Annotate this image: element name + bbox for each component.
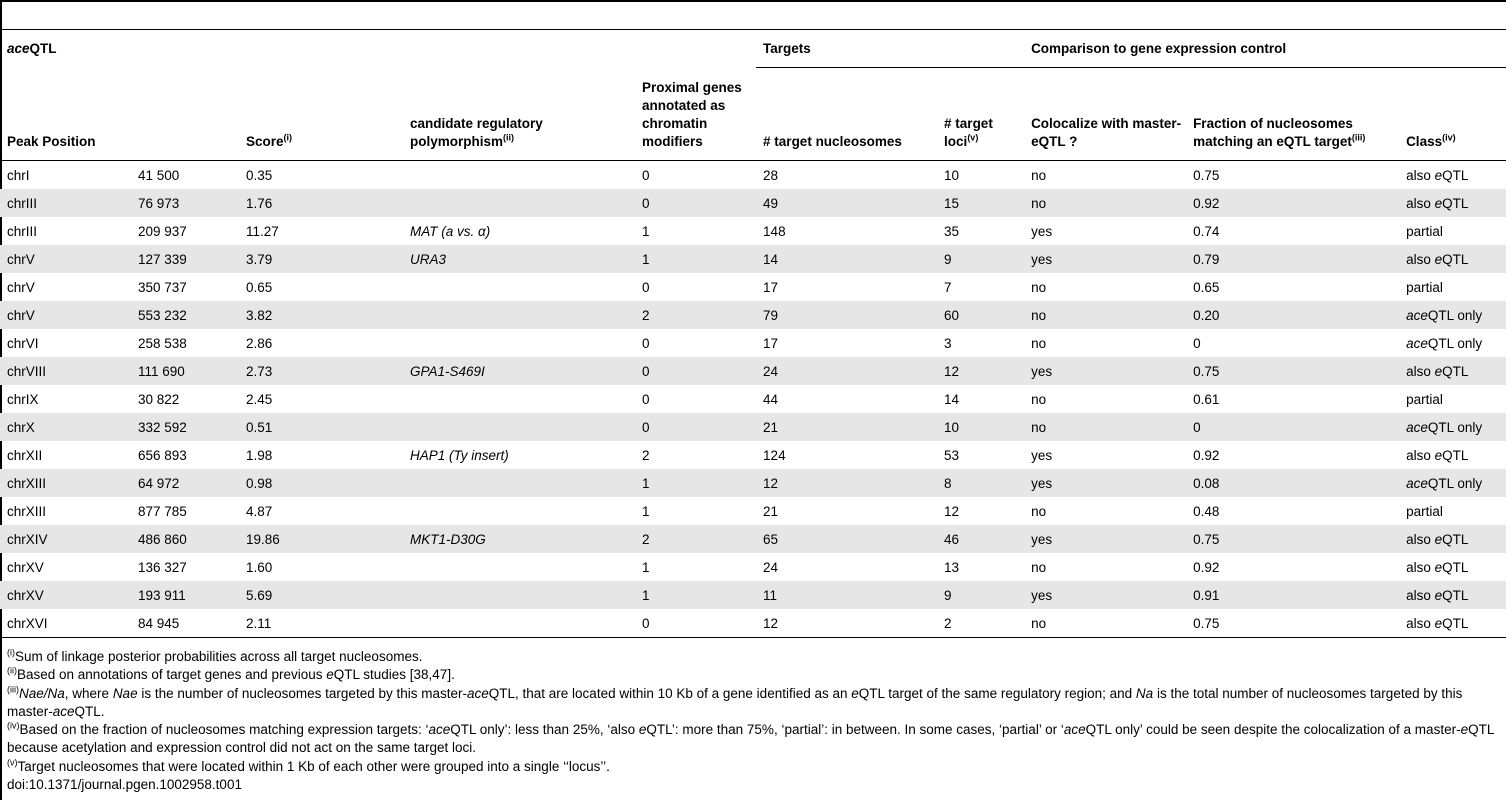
cell-score: 1.76 [239,189,403,217]
cell-class [1399,413,1506,441]
cell-colocalize: no [1031,503,1047,519]
footnote-iv-text-d: QTL only’ could be seen despite the colocalization of a master- [1085,722,1461,738]
cell-candidate [403,273,635,301]
cell-position: 486 860 [131,525,239,553]
footnote-iii-italic-2: Nae [112,685,138,701]
cell-class-it: e [1434,251,1443,267]
cell-chromosome: chrXV [0,581,131,609]
cell-proximal: 1 [642,559,650,575]
cell-target-nucleosomes: 21 [763,503,779,519]
cell-class [1399,441,1506,469]
cell-class-it: e [1434,363,1443,379]
cell-candidate: MAT (a vs. α) [410,223,491,239]
footnote-iv [7,721,1506,758]
cell-score: 3.82 [239,301,403,329]
cell-target-loci: 15 [937,189,1024,217]
cell-class-it: e [1434,531,1443,547]
table-row [0,385,1506,413]
cell-target-loci: 10 [937,413,1024,441]
cell-candidate [403,189,635,217]
cell-target-nucleosomes: 21 [756,413,937,441]
top-border [0,0,1506,2]
cell-candidate: HAP1 (Ty insert) [410,447,509,463]
cell-class-pre: also [1406,587,1435,603]
cell-proximal: 1 [642,223,650,239]
aceqtl-table [0,29,1506,638]
cell-class [1399,329,1506,357]
cell-colocalize: no [1031,167,1047,183]
cell-class-it: e [1434,447,1443,463]
table-row [0,413,1506,441]
cell-target-nucleosomes: 44 [763,391,779,407]
cell-class-post: QTL [1442,363,1469,379]
cell-chromosome: chrXIV [0,525,131,553]
group-aceqtl [0,30,756,68]
footnote-iii-sup: (iii) [7,684,19,695]
cell-class-pre: partial [1406,391,1443,407]
cell-chromosome: chrV [7,279,35,295]
cell-class-post: QTL [1442,167,1469,183]
cell-score: 0.35 [246,167,273,183]
footnote-iii-italic-1: Nae/Na [19,685,65,701]
cell-proximal: 1 [635,469,756,497]
cell-class-it: ace [1406,419,1428,435]
cell-class [1399,385,1506,413]
cell-position: 127 339 [131,245,239,273]
cell-fraction: 0.91 [1186,581,1399,609]
cell-target-nucleosomes: 65 [756,525,937,553]
cell-class-pre: partial [1406,223,1443,239]
footnote-v-text: Target nucleosomes that were located within 1 Kb of each other were grouped into a single ‘‘locus’’. [17,758,610,774]
cell-chromosome: chrXIII [7,503,47,519]
cell-class [1399,217,1506,245]
cell-target-nucleosomes: 17 [763,279,779,295]
cell-class-post: QTL [1442,251,1469,267]
cell-class-pre: also [1406,195,1435,211]
cell-chromosome: chrVI [7,335,39,351]
cell-colocalize: yes [1031,223,1053,239]
cell-class-it: e [1434,615,1443,631]
group-aceqtl-prefix: ace [7,41,30,57]
cell-position: 877 785 [138,503,187,519]
col-target-nucleosomes: # target nucleosomes [756,68,937,161]
cell-target-nucleosomes: 24 [756,357,937,385]
cell-chromosome: chrIII [7,223,38,239]
cell-score: 11.27 [246,223,279,239]
cell-colocalize: no [1031,391,1047,407]
cell-candidate: URA3 [403,245,635,273]
table-row [0,273,1506,301]
group-targets: Targets [756,30,1024,68]
cell-class-post: QTL only [1427,307,1483,323]
footnote-ii-text-b: QTL studies [38,47]. [333,667,455,683]
cell-class-post: QTL only [1427,419,1483,435]
cell-candidate [403,161,635,190]
cell-fraction: 0.92 [1193,559,1220,575]
table-row [0,581,1506,609]
cell-colocalize: no [1024,609,1186,638]
cell-colocalize: no [1031,559,1047,575]
cell-fraction: 0.75 [1186,357,1399,385]
cell-target-nucleosomes: 12 [756,609,937,638]
footnote-i [7,648,1506,666]
cell-position: 209 937 [138,223,187,239]
footnote-iv-sup: (iv) [7,720,20,731]
col-fraction-label: Fraction of nucleosomes matching an eQTL target [1193,116,1353,149]
cell-class-it: e [1434,195,1443,211]
cell-score: 19.86 [239,525,403,553]
cell-score: 2.45 [246,391,273,407]
cell-class [1399,301,1506,329]
cell-chromosome: chrXIII [0,469,131,497]
footnote-iii-italic-6: ace [52,703,75,719]
cell-class-post: QTL [1442,447,1469,463]
cell-proximal: 1 [635,245,756,273]
col-fraction [1186,68,1399,161]
footnote-ii [7,666,1506,684]
cell-proximal: 0 [642,391,650,407]
cell-colocalize: yes [1024,357,1186,385]
cell-candidate: MKT1-D30G [403,525,635,553]
cell-chromosome: chrXVI [0,609,131,638]
cell-target-loci: 60 [937,301,1024,329]
cell-score: 1.98 [246,447,273,463]
footnote-iii-italic-4: e [851,685,859,701]
cell-score: 3.79 [239,245,403,273]
cell-target-nucleosomes: 79 [756,301,937,329]
cell-colocalize: yes [1031,447,1053,463]
col-fraction-sup: (iii) [1351,132,1366,143]
cell-colocalize: no [1024,301,1186,329]
footnote-iii-text-f: QTL. [74,703,105,719]
table-row [0,161,1506,190]
cell-fraction: 0.65 [1193,279,1220,295]
footnote-iii [7,685,1506,722]
footnote-iii-text-c: QTL, that are located within 10 Kb of a gene identified as an [488,685,852,701]
cell-score: 2.73 [239,357,403,385]
footnote-iv-text-c: QTL’: more than 75%, ‘partial’: in between. In some cases, ‘partial’ or ‘ [646,722,1064,738]
cell-fraction: 0 [1186,413,1399,441]
cell-target-nucleosomes: 28 [763,167,779,183]
footnote-iii-text-a: , where [64,685,113,701]
cell-candidate [403,301,635,329]
cell-proximal: 0 [642,167,650,183]
cell-candidate [403,385,635,413]
col-score [239,68,403,161]
cell-class-pre: partial [1406,503,1443,519]
cell-fraction: 0.92 [1186,189,1399,217]
cell-candidate [403,413,635,441]
cell-score: 2.11 [239,609,403,638]
cell-position: 64 972 [131,469,239,497]
cell-position: 553 232 [131,301,239,329]
cell-target-loci: 35 [944,223,960,239]
cell-class [1399,469,1506,497]
cell-class-post: QTL only [1427,475,1483,491]
cell-chromosome: chrV [0,245,131,273]
cell-class [1399,553,1506,581]
cell-target-loci: 9 [937,581,1024,609]
cell-score: 4.87 [246,503,273,519]
footnote-ii-sup: (ii) [7,665,17,676]
cell-chromosome: chrIII [0,189,131,217]
footnote-v [7,758,1506,776]
cell-chromosome: chrIX [7,391,39,407]
cell-position: 193 911 [131,581,239,609]
cell-score: 2.86 [246,335,273,351]
cell-target-loci: 9 [937,245,1024,273]
footnote-iii-italic-5: Na [1135,685,1154,701]
cell-position: 350 737 [138,279,187,295]
cell-proximal: 1 [635,581,756,609]
cell-colocalize: no [1031,335,1047,351]
cell-position: 111 690 [131,357,239,385]
cell-score: 1.60 [246,559,273,575]
cell-chromosome: chrI [7,167,30,183]
cell-proximal: 0 [642,279,650,295]
cell-colocalize: no [1031,279,1047,295]
cell-target-loci: 14 [944,391,960,407]
table-row [0,245,1506,273]
cell-target-loci: 10 [944,167,960,183]
cell-score: 5.69 [239,581,403,609]
cell-position: 84 945 [131,609,239,638]
cell-class-it: e [1434,559,1443,575]
cell-chromosome: chrX [0,413,131,441]
cell-chromosome: chrVIII [0,357,131,385]
col-candidate [403,68,635,161]
cell-class-it: ace [1406,307,1428,323]
col-score-sup: (i) [283,132,293,143]
cell-class [1399,245,1506,273]
cell-proximal: 0 [635,413,756,441]
cell-class-pre: also [1406,615,1435,631]
cell-class-pre: also [1406,167,1435,183]
cell-proximal: 1 [642,503,650,519]
col-proximal: Proximal genes annotated as chromatin modifiers [635,68,756,161]
cell-target-loci: 13 [944,559,960,575]
cell-position: 41 500 [138,167,180,183]
cell-position: 332 592 [131,413,239,441]
cell-proximal: 0 [635,609,756,638]
cell-class-post: QTL [1442,615,1469,631]
col-target-loci [937,68,1024,161]
cell-target-nucleosomes: 24 [763,559,779,575]
cell-class [1399,581,1506,609]
cell-candidate [403,581,635,609]
cell-chromosome: chrXII [7,447,43,463]
cell-score: 0.98 [239,469,403,497]
col-candidate-label: candidate regulatory polymorphism [410,116,543,149]
cell-position: 258 538 [138,335,187,351]
cell-class-pre: also [1406,363,1435,379]
cell-target-loci: 12 [937,357,1024,385]
col-class [1399,68,1506,161]
table-body [0,161,1506,638]
cell-candidate [403,329,635,357]
col-colocalize: Colocalize with master-eQTL ? [1024,68,1186,161]
cell-position: 30 822 [138,391,180,407]
cell-target-loci: 46 [937,525,1024,553]
cell-target-nucleosomes: 49 [756,189,937,217]
footnote-iii-text-b: is the number of nucleosomes targeted by this master- [137,685,467,701]
cell-target-loci: 8 [937,469,1024,497]
cell-fraction: 0.20 [1186,301,1399,329]
cell-class [1399,497,1506,525]
col-peak-position: Peak Position [0,68,239,161]
cell-fraction: 0.74 [1193,223,1220,239]
cell-candidate: GPA1-S469I [403,357,635,385]
col-target-loci-sup: (v) [967,132,979,143]
cell-proximal: 0 [635,357,756,385]
cell-chromosome: chrXV [7,559,44,575]
cell-colocalize: no [1024,189,1186,217]
cell-class-post: QTL only [1427,335,1483,351]
cell-target-loci: 3 [944,335,952,351]
table-row [0,357,1506,385]
cell-proximal: 2 [642,447,650,463]
cell-colocalize: yes [1024,525,1186,553]
footnote-iii-text-d: QTL target of the same regulatory region; and [858,685,1136,701]
col-score-label: Score [246,134,284,149]
cell-class [1399,189,1506,217]
cell-target-nucleosomes: 14 [756,245,937,273]
cell-score: 0.65 [246,279,273,295]
footnote-iv-text-b: QTL only’: less than 25%, ‘also [450,722,639,738]
doi: doi:10.1371/journal.pgen.1002958.t001 [7,777,242,793]
cell-class-it: ace [1406,475,1428,491]
cell-class [1399,161,1506,190]
group-comparison: Comparison to gene expression control [1024,30,1506,68]
footnote-iv-text-e: QTL because acetylation and expression control did not act on the same target loci. [7,722,1494,756]
cell-fraction: 0 [1193,335,1201,351]
group-aceqtl-suffix: QTL [29,41,57,57]
cell-target-loci: 7 [944,279,952,295]
header-group-row [0,30,1506,68]
footnote-ii-italic: e [326,667,334,683]
cell-fraction: 0.08 [1186,469,1399,497]
footnote-iv-italic-3: ace [1063,722,1086,738]
cell-class [1399,273,1506,301]
cell-proximal: 2 [635,525,756,553]
cell-class-it: ace [1406,335,1428,351]
footnote-ii-text-a: Based on annotations of target genes and previous [17,667,327,683]
cell-fraction: 0.75 [1193,167,1220,183]
table-row [0,553,1506,581]
col-candidate-sup: (ii) [503,132,515,143]
cell-candidate [403,469,635,497]
cell-class-post: QTL [1442,531,1469,547]
cell-class [1399,609,1506,638]
cell-class-it: e [1434,167,1443,183]
cell-position: 656 893 [138,447,187,463]
col-class-label: Class [1406,134,1443,149]
table-row [0,441,1506,469]
header-column-row [0,68,1506,161]
footnote-i-sup: (i) [7,647,15,658]
table-row [0,525,1506,553]
cell-target-loci: 2 [937,609,1024,638]
cell-proximal: 0 [642,335,650,351]
cell-position: 136 327 [138,559,187,575]
cell-proximal: 2 [635,301,756,329]
table-row [0,469,1506,497]
cell-score: 0.51 [239,413,403,441]
cell-target-loci: 53 [944,447,960,463]
cell-target-loci: 12 [944,503,960,519]
cell-chromosome: chrV [0,301,131,329]
cell-fraction: 0.79 [1186,245,1399,273]
footnote-i-text: Sum of linkage posterior probabilities across all target nucleosomes. [15,649,423,664]
footnote-iv-italic-4: e [1460,722,1469,738]
footnote-iii-italic-3: ace [466,685,489,701]
footnotes [7,648,1506,794]
footnote-iv-text-a: Based on the fraction of nucleosomes matching expression targets: ‘ [19,722,429,738]
cell-class-it: e [1434,587,1443,603]
cell-colocalize: yes [1024,469,1186,497]
table-row [0,329,1506,357]
table-row [0,609,1506,638]
cell-fraction: 0.75 [1186,525,1399,553]
cell-class-post: QTL [1442,587,1469,603]
cell-target-nucleosomes: 124 [763,447,786,463]
col-target-loci-label: # target loci [944,116,993,149]
cell-position: 76 973 [131,189,239,217]
footnote-iii-text-e: is the total number of nucleosomes targeted by this master- [7,685,1463,719]
cell-fraction: 0.75 [1186,609,1399,638]
cell-candidate [403,497,635,525]
cell-class-pre: also [1406,531,1435,547]
footnote-v-sup: (v) [7,757,18,768]
cell-class-pre: also [1406,447,1435,463]
footnote-iv-italic-2: e [638,722,647,738]
table-row [0,189,1506,217]
cell-colocalize: no [1024,413,1186,441]
cell-class-post: QTL [1442,559,1469,575]
cell-class-post: QTL [1442,195,1469,211]
cell-fraction: 0.92 [1193,447,1220,463]
cell-class-pre: also [1406,251,1435,267]
col-class-sup: (iv) [1442,132,1456,143]
table-row [0,301,1506,329]
table-row [0,217,1506,245]
cell-class [1399,357,1506,385]
cell-class-pre: also [1406,559,1435,575]
cell-fraction: 0.61 [1193,391,1220,407]
footnote-iv-italic-1: ace [428,722,451,738]
cell-class-pre: partial [1406,279,1443,295]
cell-proximal: 0 [635,189,756,217]
cell-fraction: 0.48 [1193,503,1220,519]
cell-class [1399,525,1506,553]
cell-target-nucleosomes: 17 [763,335,779,351]
table-row [0,497,1506,525]
cell-target-nucleosomes: 11 [756,581,937,609]
cell-candidate [403,553,635,581]
cell-colocalize: yes [1024,581,1186,609]
cell-target-nucleosomes: 12 [756,469,937,497]
cell-target-nucleosomes: 148 [763,223,786,239]
cell-colocalize: yes [1024,245,1186,273]
cell-candidate [403,609,635,638]
